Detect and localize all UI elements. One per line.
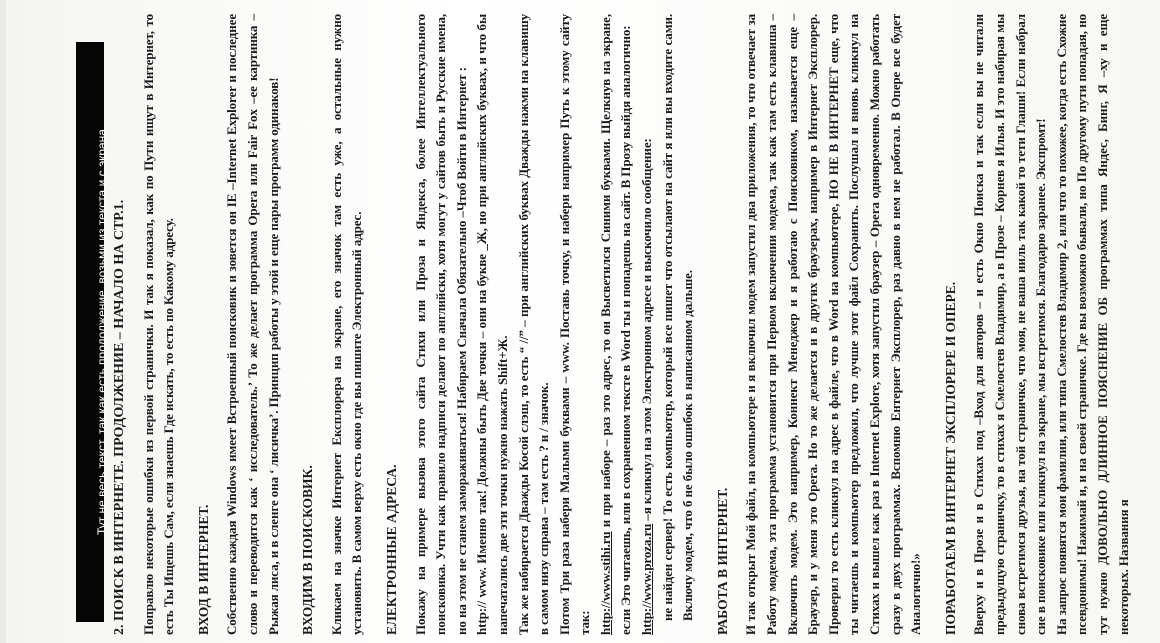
proza-link-text: –я кликнул на этом Электронном адресе и выскочило сообщение: — [639, 138, 655, 524]
sticky-note-banner — [76, 42, 109, 622]
section-text-addresses-2: http:// www. Именно так! Должны быть Две точки – они на букве _Ж, но при английских буквах, и что бы напечатались две эти точки нужно нажать Shift+Ж. — [474, 14, 510, 635]
proza-link-line — [637, 14, 658, 635]
stihi-link-text: и при наборе – раз это адрес, то он Высветился Синими буквами. Щелкнув на экране, если Это читаешь, или в сохраненном тексте в Word ты и попадешь на сайт. В Прозу выйдя аналогично: — [597, 14, 634, 635]
section-text-explorer-opera: Вверху и в Прозе и в Стихах под –Вход для авторов – и есть Окно Поиска и так если вы не читали предыдущую страничку, то в стихах я Смелостев Владимир, а в Прозе – Корнев я Илья. И это набирая мы снова встретимся друзья, на той страничке, что моя, не ваша ииль так какой то тети Глаши! Если набрал сие в поисковике или кликнул на экране, мы встретимся. Благодарю заранее. Экспромт! — [971, 14, 1049, 635]
section-text-search: Кликаем на значке Интернет Експлорера на экране, его значок там есть уже, а остальные нужно установить. В самом верху есть окно где вы пишите Электронный адрес. — [328, 14, 365, 635]
section-text-work: И так открыт Мой файл, на компьютере и я включил модем запустил два приложения, то что отвечает за Работу модема, эта программа установится при Первом включении модема, так как там есть клавиша – Включить модем. Это например, Коннект Менеджер и я работаю с Поисковиком, называется еще –Браузер, и у меня это Opera. Но то же делается и в других браузерах, например в Интернет Эксплорер. Проверил то есть кликнул на адрес в файле, что в Word на компьютере, НО НЕ В ИНТЕРНЕТ еще, что ты читаешь и компьютер предложил, что лучше этот файл Сохранить. Послушал и вновь кликнул на Стихах и вышел как раз в Internet Explore, хотя запустил браузер – Opera одновременно. Можно работать сразу в двух программах. Вспомню Ентернет Эксплорер, раз давно в нем не работал. В Опере все будет Аналогично!» — [743, 14, 924, 635]
stihi-link[interactable]: http://www.stihi.ru — [597, 531, 613, 635]
section-text-addresses-4: Потом Три раза набери Малыми буквами – www. Поставь точку, и набери например Путь к этому сайту так: — [556, 14, 593, 635]
section-heading-login: ВХОД В ИНТЕРНЕТ. — [195, 504, 211, 635]
section-heading-explorer-opera: ПОРАБОТАЕМ В ИНТЕРНЕТ ЭКСПЛОРЕРЕ И ОПЕРЕ. — [942, 281, 958, 635]
intro-paragraph: Поправлю некоторые ошибки из первой странички. И так я показал, как по Пути ищут в Интернет, то есть Ты Ищешь Сам, если знаешь Где искать, то есть по Какому адресу. — [140, 14, 177, 635]
section-text-login: Собственно каждая Windows имеет Встроенный поисковик и зовется он IE –Internet Explorer и последнее слово и переводится как ‘ исследователь.’ То же делает программа Opera или Fair Fox –ее картинка –Рыжая лиса, и в сленге она ‘ лисичка’. Принцип работы у этой и еще пары программ одинаков! — [224, 14, 281, 635]
section-text-explorer-opera-2: На запрос появятся мои фамилии, или типа Смелостев Владимир 2, или что то похожее, когда есть Схожие псевдонимы! Нажимай и, и на своей страничке. Где вы возможно бывали, но По другому пути попадая, но тут нужно ДОВОЛЬНО ДЛИННОЕ ПОЯСНЕНИЕ ОБ программах типа Яндес, Бинг, Я –ху и еще некоторых. Названия я — [1053, 14, 1131, 635]
proza-link[interactable]: http://www.proza.ru — [639, 523, 655, 635]
section-text-addresses-3: Так же набирается Дважды Косой слэш, то есть “ //” – при английских буквах Дважды нажми на клавишу в самом низу справа – там есть ? и / значок. — [515, 14, 552, 635]
stihi-link-line — [596, 14, 637, 635]
section-heading-work: РАБОТА В ИНТЕРНЕТ. — [714, 487, 730, 635]
section-text-addresses: Покажу на примере вызова этого сайта Стихи или Проза и Яндекса, более Интеллектуального поисковика. Учти как правило надписи делают по английски, хотя могут у сайтов быть и Русские имена, но на этом не станем замораживаться! Набираем Сначала Обязательно –Чтоб Войти в Интернет : — [412, 14, 469, 635]
rotated-document-page — [108, 0, 1158, 643]
server-not-found-text: не найден сервер! То есть компьютер, который все пишет что отсылают на сайт я или вы входите сами. Включу модем, что б не было ошибок в написанном дальше. — [659, 14, 696, 621]
scan-edge — [0, 0, 6, 643]
document-title: 2. ПОИСК В ИНТЕРНЕТЕ. ПРОДОЛЖЕНИЕ – НАЧАЛО НА СТР.1. — [112, 199, 127, 635]
banner-text: Тут не весь текст, так как есть продолжение, возьми из текста и с экрана — [95, 129, 109, 535]
section-heading-search: ВХОДИМ В ПОИСКОВИК. — [300, 465, 316, 635]
section-heading-addresses: ЕЛЕКТРОННЫЕ АДРЕСА. — [383, 464, 399, 635]
